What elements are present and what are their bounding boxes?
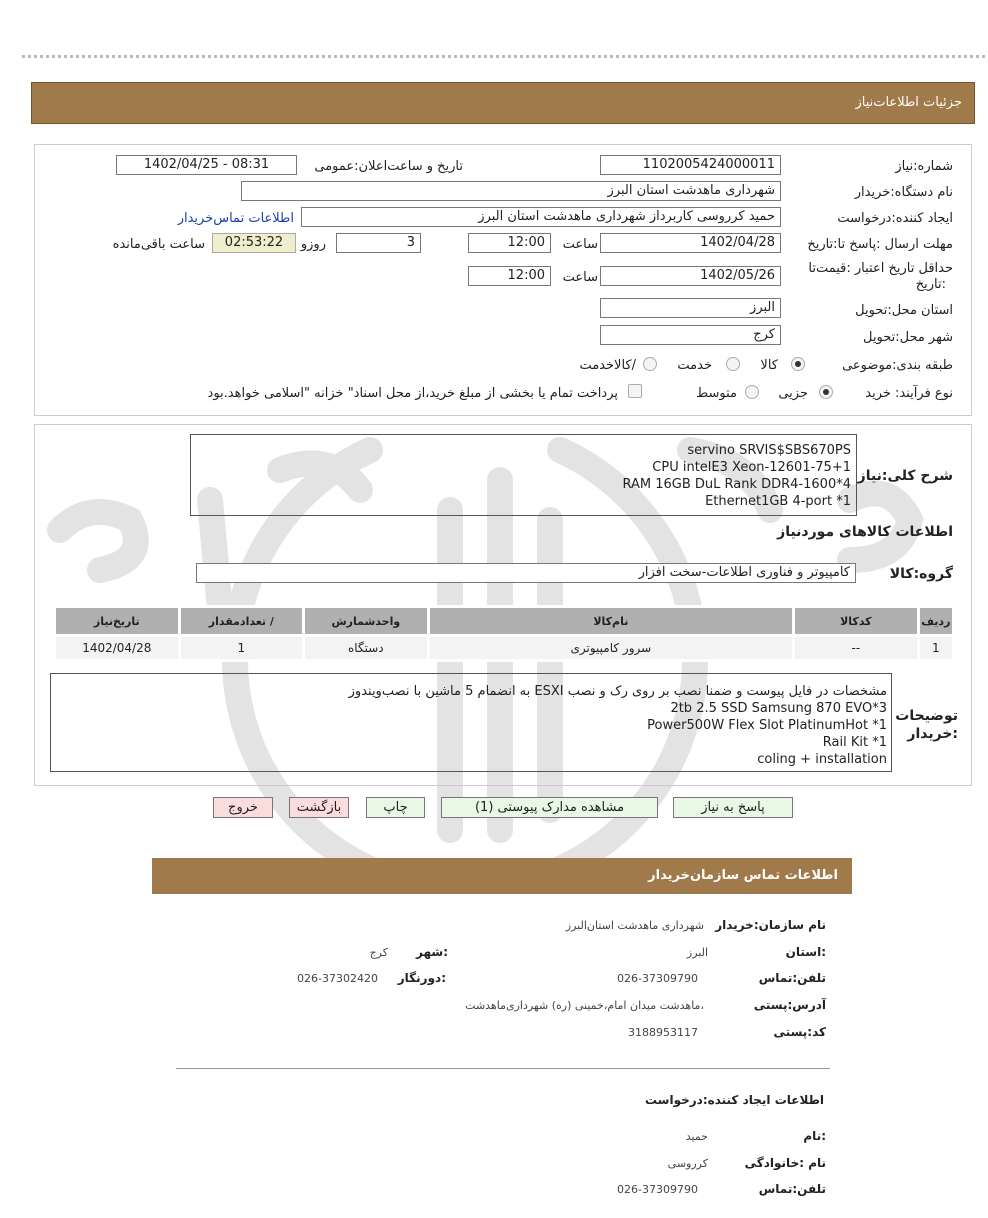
summary-line: Ethernet1GB 4-port *1 <box>705 494 851 509</box>
announce-label: تاریخ و ساعت‌اعلان:عمومی <box>314 159 463 174</box>
goods-table-header <box>56 608 952 634</box>
announce-date-field <box>116 155 297 175</box>
days-label: روزو <box>300 237 326 252</box>
reply-to-need-button[interactable]: پاسخ به نیاز <box>673 797 793 818</box>
cell-need-date: 1402/04/28 <box>56 637 178 659</box>
page-header-bar <box>31 82 975 124</box>
col-row-number: ردیف <box>920 608 952 634</box>
process-minor-label: جزیی <box>778 386 808 401</box>
buyer-contact-link[interactable]: اطلاعات تماس‌خریدار <box>177 211 294 226</box>
creator-phone-label: تلفن:تماس <box>758 1182 826 1196</box>
goods-section-title: اطلاعات کالاهای موردنیاز <box>777 524 953 540</box>
category-radio-goods[interactable] <box>791 357 805 371</box>
summary-line: servino SRVIS$SBS670PS <box>687 443 851 458</box>
cell-item-name: سرور کامپیوتری <box>430 637 793 659</box>
contact-fax-label: :دورنگار <box>397 971 446 985</box>
validity-time-field: 12:00 <box>468 266 551 286</box>
process-type-label: نوع فرآیند: خرید <box>865 386 953 401</box>
summary-label: شرح کلی:نیاز <box>857 468 953 484</box>
col-unit: واحدشمارش <box>305 608 427 634</box>
category-service-label: خدمت <box>677 358 712 373</box>
buyer-notes-label-2: :خریدار <box>907 726 958 742</box>
process-medium-label: متوسط <box>696 386 737 401</box>
category-both-label: /کالاخدمت <box>579 358 636 373</box>
contact-address-value: ،ماهدشت میدان امام،خمینی (ره) شهرداری‌ماهدشت <box>465 999 704 1012</box>
cell-quantity: 1 <box>181 637 303 659</box>
contact-org-label: نام سازمان:خریدار <box>715 918 826 932</box>
delivery-province-label: استان محل:تحویل <box>855 303 953 318</box>
back-button[interactable]: بازگشت <box>289 797 349 818</box>
contact-postal-value: 3188953117 <box>628 1026 698 1039</box>
cell-row-number: 1 <box>920 637 952 659</box>
cell-item-code: -- <box>795 637 917 659</box>
reply-time-field: 12:00 <box>468 233 551 253</box>
creator-name-value: حمید <box>685 1130 708 1143</box>
category-radio-service[interactable] <box>726 357 740 371</box>
buyer-contact-header <box>152 858 852 894</box>
view-attachments-button[interactable]: مشاهده مدارک پیوستی (1) <box>441 797 658 818</box>
process-radio-minor[interactable] <box>819 385 833 399</box>
cell-unit: دستگاه <box>305 637 427 659</box>
reply-time-label: ساعت <box>562 237 598 252</box>
delivery-province-field: البرز <box>600 298 781 318</box>
validity-label-2: :تاریخ <box>915 277 946 292</box>
contact-postal-label: کد:پستی <box>773 1025 826 1039</box>
contact-org-value: شهرداری ماهدشت استان‌البرز <box>565 919 704 932</box>
contact-province-value: البرز <box>686 946 708 959</box>
col-quantity: / تعدادمقدار <box>181 608 303 634</box>
buyer-note-line: مشخصات در فایل پیوست و ضمنا نصب بر روی رک و نصب ESXI به انضمام 5 ماشین با نصب‌ویندوز <box>348 684 887 699</box>
buyer-notes-label: توضیحات <box>895 708 958 724</box>
category-label: طبقه بندی:موضوعی <box>842 358 953 373</box>
contact-city-label: :شهر <box>416 945 448 959</box>
creator-family-value: کرروسی <box>667 1157 708 1170</box>
validity-date-field: 1402/05/26 <box>600 266 781 286</box>
category-goods-label: کالا <box>760 358 778 373</box>
buyer-note-line: coling + installation <box>757 752 887 767</box>
need-number-field: 1102005424000011 <box>600 155 781 175</box>
buyer-notes-box <box>50 673 892 772</box>
contact-phone-value: 026-37309790 <box>617 972 698 985</box>
contact-fax-value: 026-37302420 <box>297 972 378 985</box>
delivery-city-field: کرج <box>600 325 781 345</box>
need-number-label: شماره:نیاز <box>895 159 953 174</box>
summary-line: CPU intelE3 Xeon-12601-75+1 <box>652 460 851 475</box>
treasury-payment-checkbox[interactable] <box>628 384 642 398</box>
contact-divider <box>176 1068 830 1069</box>
summary-box <box>190 434 857 516</box>
col-item-name: نام‌کالا <box>430 608 793 634</box>
top-dotted-divider <box>22 55 985 58</box>
validity-label: حداقل تاریخ اعتبار :قیمت‌تا <box>808 261 953 276</box>
buyer-note-line: Rail Kit *1 <box>822 735 887 750</box>
contact-address-label: آدرس:پستی <box>753 998 826 1012</box>
treasury-payment-note: پرداخت تمام یا بخشی از مبلغ خرید،از محل اسناد" خزانه "اسلامی خواهد.بود <box>207 386 618 401</box>
contact-phone-label: تلفن:تماس <box>758 971 826 985</box>
col-need-date: تاریخ‌نیاز <box>56 608 178 634</box>
buyer-org-field: شهرداری ماهدشت استان البرز <box>241 181 781 201</box>
goods-group-label: گروه:کالا <box>889 566 953 582</box>
creator-phone-value: 026-37309790 <box>617 1183 698 1196</box>
days-field: 3 <box>336 233 421 253</box>
announce-date-value: 1402/04/25 - 08:31 <box>143 157 270 172</box>
buyer-note-line: 2tb 2.5 SSD Samsung 870 EVO*3 <box>670 701 887 716</box>
table-row <box>56 637 952 659</box>
reply-date-field: 1402/04/28 <box>600 233 781 253</box>
summary-line: RAM 16GB DuL Rank DDR4-1600*4 <box>622 477 851 492</box>
creator-field: حمید کرروسی کاربرداز شهرداری ماهدشت استان البرز <box>301 207 781 227</box>
process-radio-medium[interactable] <box>745 385 759 399</box>
creator-family-label: نام :خانوادگی <box>744 1156 826 1170</box>
remaining-label: ساعت باقی‌مانده <box>112 237 205 252</box>
buyer-contact-title: اطلاعات تماس سازمان‌خریدار <box>648 868 838 883</box>
exit-button[interactable]: خروج <box>213 797 273 818</box>
category-radio-both[interactable] <box>643 357 657 371</box>
col-item-code: کدکالا <box>795 608 917 634</box>
delivery-city-label: شهر محل:تحویل <box>863 330 953 345</box>
validity-time-label: ساعت <box>562 270 598 285</box>
remaining-timer: 02:53:22 <box>212 233 296 253</box>
creator-info-title: اطلاعات ایجاد کننده:درخواست <box>644 1093 824 1107</box>
contact-city-value: کرج <box>369 946 388 959</box>
goods-table <box>53 605 955 662</box>
creator-label: ایجاد کننده:درخواست <box>837 211 953 226</box>
contact-province-label: :استان <box>785 945 826 959</box>
buyer-org-label: نام دستگاه:خریدار <box>854 185 953 200</box>
goods-group-field: کامپیوتر و فناوری اطلاعات-سخت افزار <box>196 563 856 583</box>
creator-name-label: :نام <box>803 1129 826 1143</box>
print-button[interactable]: چاپ <box>366 797 425 818</box>
reply-deadline-label: مهلت ارسال :پاسخ تا:تاریخ <box>807 237 953 252</box>
breadcrumb[interactable]: جزئیات اطلاعات‌نیاز <box>855 95 962 110</box>
buyer-note-line: Power500W Flex Slot PlatinumHot *1 <box>647 718 887 733</box>
